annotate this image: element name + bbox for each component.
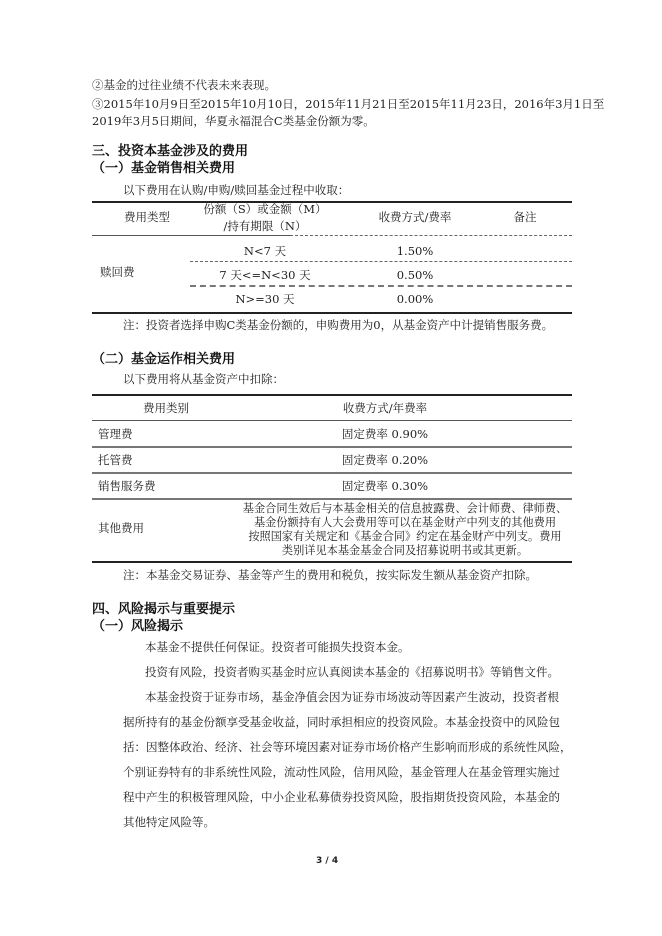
section4-sub1-title: （一）风险揭示 bbox=[92, 619, 184, 634]
sub2-footnote: 注：本基金交易证券、基金等产生的费用和税负，按实际发生额从基金资产扣除。 bbox=[123, 568, 537, 582]
sub2-intro: 以下费用将从基金资产中扣除： bbox=[123, 372, 284, 386]
sub1-intro: 以下费用在认购/申购/赎回基金过程中收取： bbox=[123, 183, 350, 197]
sub1-footnote: 注：投资者选择申购C类基金份额的，申购费用为0，从基金资产中计提销售服务费。 bbox=[123, 318, 554, 332]
row2-range: 7 天<=N<30 天 bbox=[219, 268, 311, 282]
table2-bottom-rule bbox=[92, 561, 572, 563]
row2-rate: 0.50% bbox=[396, 268, 434, 282]
op-other-line2: 基金份额持有人大会费用等可以在基金财产中列支的其他费用 bbox=[253, 516, 557, 529]
th2-fee-category: 费用类别 bbox=[143, 401, 189, 415]
row3-rate: 0.00% bbox=[396, 292, 434, 306]
op-row3-type: 销售服务费 bbox=[98, 479, 156, 493]
risk-para3-line3: 括：因整体政治、经济、社会等环境因素对证券市场价格产生影响而形成的系统性风险， bbox=[123, 740, 572, 754]
table1-header-rule-dashed bbox=[290, 235, 572, 236]
th-rate: 收费方式/费率 bbox=[378, 210, 452, 224]
risk-para3-line6: 其他特定风险等。 bbox=[123, 815, 215, 829]
row1-rate: 1.50% bbox=[396, 244, 434, 258]
table2-row1-rule bbox=[92, 446, 572, 448]
risk-para3-line5: 程中产生的积极管理风险，中小企业私募债券投资风险，股指期货投资风险，本基金的 bbox=[123, 790, 560, 804]
th2-rate: 收费方式/年费率 bbox=[342, 401, 428, 415]
op-other-line3: 按照国家有关规定和《基金合同》约定在基金财产中列支。费用 bbox=[248, 530, 562, 543]
op-other-line1: 基金合同生效后与本基金相关的信息披露费、会计师费、律师费、 bbox=[242, 502, 568, 515]
op-other-line4: 类别详见本基金基金合同及招募说明书或其更新。 bbox=[281, 544, 529, 557]
table1-bottom-rule bbox=[92, 312, 572, 314]
table2-row3-rule bbox=[92, 498, 572, 500]
note-3-line2: 2019年3月5日期间，华夏永福混合C类基金份额为零。 bbox=[92, 114, 375, 128]
op-row3-rate: 固定费率 0.30% bbox=[341, 479, 429, 493]
th-range-line1: 份额（S）或金额（M） bbox=[203, 202, 327, 216]
op-other-type: 其他费用 bbox=[98, 521, 144, 535]
risk-para3-line4: 个别证券特有的非系统性风险，流动性风险，信用风险，基金管理人在基金管理实施过 bbox=[123, 765, 560, 779]
note-3-line1: ③2015年10月9日至2015年10月10日，2015年11月21日至2015年11月23日，2016年3月1日至 bbox=[92, 97, 605, 111]
row1-range: N<7 天 bbox=[243, 244, 287, 258]
section3-sub2-title: （二）基金运作相关费用 bbox=[92, 352, 236, 367]
page-number: 3 / 4 bbox=[316, 856, 339, 866]
table2-header-rule bbox=[92, 420, 572, 421]
risk-para3-line2: 据所持有的基金份额享受基金收益，同时承担相应的投资风险。本基金投资中的风险包 bbox=[123, 715, 560, 729]
section3-title: 三、投资本基金涉及的费用 bbox=[92, 144, 249, 159]
fee-name-redemption: 赎回费 bbox=[100, 265, 135, 279]
table1-row2-rule bbox=[190, 285, 572, 287]
risk-para2: 投资有风险，投资者购买基金时应认真阅读本基金的《招募说明书》等销售文件。 bbox=[145, 665, 559, 679]
risk-para3-line1: 本基金投资于证券市场，基金净值会因为证券市场波动等因素产生波动，投资者根 bbox=[145, 690, 559, 704]
note-2: ②基金的过往业绩不代表未来表现。 bbox=[92, 78, 276, 92]
op-row2-rate: 固定费率 0.20% bbox=[341, 453, 429, 467]
op-row2-type: 托管费 bbox=[98, 453, 133, 467]
table2-top-rule bbox=[92, 394, 572, 396]
th-fee-type: 费用类型 bbox=[124, 210, 170, 224]
table1-header-rule bbox=[92, 235, 290, 236]
section4-title: 四、风险揭示与重要提示 bbox=[92, 602, 236, 617]
table2-row2-rule bbox=[92, 472, 572, 474]
table1-row1-rule bbox=[190, 261, 572, 262]
row3-range: N>=30 天 bbox=[235, 292, 295, 306]
section3-sub1-title: （一）基金销售相关费用 bbox=[92, 161, 236, 176]
th-range-line2: /持有期限（N） bbox=[223, 219, 307, 233]
risk-para1: 本基金不提供任何保证。投资者可能损失投资本金。 bbox=[145, 640, 410, 654]
op-row1-rate: 固定费率 0.90% bbox=[341, 427, 429, 441]
op-row1-type: 管理费 bbox=[98, 427, 133, 441]
th-remark: 备注 bbox=[513, 210, 537, 224]
